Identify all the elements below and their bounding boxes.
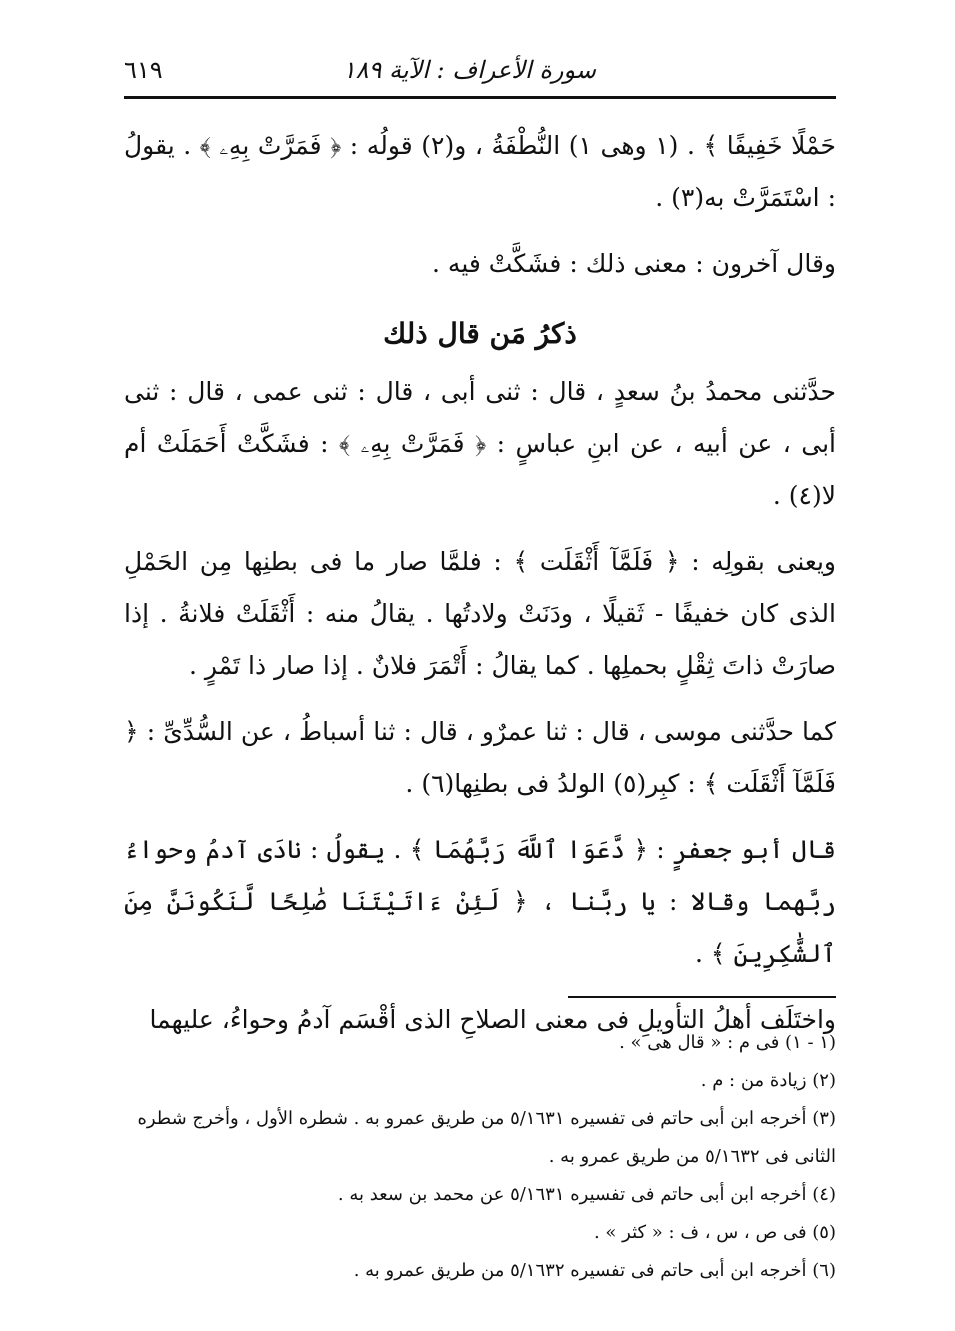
footnote-3: (٣) أخرجه ابن أبى حاتم فى تفسيره ٥/١٦٣١ من طريق عمرو به . شطره الأول ، وأخرج شطره الثانى فى ٥/١٦٣٢ من طريق عمرو به . [137, 1108, 836, 1167]
running-header [124, 52, 836, 92]
footnote-6: (٦) أخرجه ابن أبى حاتم فى تفسيره ٥/١٦٣٢ من طريق عمرو به . [353, 1260, 836, 1281]
paragraph-1: حَمْلًا خَفِيفًا ﴾ . (١ وهى ١) النُّطْفَةُ ، و(٢) قولُه : ﴿ فَمَرَّتْ بِهِۦ ﴾ . يقولُ : اسْتَمَرَّتْ به(٣) . [124, 131, 836, 212]
section-heading: ذكرُ مَن قال ذلك [383, 317, 577, 350]
footnote-4: (٤) أخرجه ابن أبى حاتم فى تفسيره ٥/١٦٣١ عن محمد بن سعد به . [337, 1184, 836, 1205]
footnote-2: (٢) زيادة من : م . [700, 1070, 836, 1091]
paragraph-7: واختَلَف أهلُ التأويلِ فى معنى الصلاحِ الذى أقْسَم آدمُ وحواءُ، عليهما [149, 1005, 836, 1034]
header-title: سورة الأعراف : الآية ١٨٩ [342, 56, 596, 84]
footnote-1: (١ - ١) فى م : « قال هى » . [619, 1032, 836, 1053]
paragraph-3: حدَّثنى محمدُ بنُ سعدٍ ، قال : ثنى أبى ، قال : ثنى عمى ، قال : ثنى أبى ، عن أبيه ، عن ابنِ عباسٍ : ﴿ فَمَرَّتْ بِهِۦ ﴾ : فشَكَّتْ أَحَمَلَتْ أم لا(٤) . [124, 377, 836, 510]
paragraph-5: كما حدَّثنى موسى ، قال : ثنا عمرٌو ، قال : ثنا أسباطُ ، عن السُّدِّىِّ : ﴿ فَلَمَّآ أَثْقَلَت ﴾ : كبِر(٥) الولدُ فى بطنِها(٦) . [124, 717, 836, 798]
paragraph-2: وقال آخرون : معنى ذلك : فشَكَّتْ فيه . [432, 249, 836, 278]
main-text [124, 120, 836, 1046]
page-number: ٦١٩ [124, 56, 163, 84]
header-rule [124, 96, 836, 99]
paragraph-6: قال أبو جعفرٍ : ﴿ دَّعَوَا ٱللَّهَ رَبَّهُمَا ﴾ . يقولُ : نادَى آدمُ وحواءُ ربَّهما وقالا : يا ربَّنا ، ﴿ لَئِنْ ءَاتَيْتَنَا صَٰلِحًا لَّنَكُونَنَّ مِنَ ٱلشَّٰكِرِينَ ﴾ . [124, 835, 836, 968]
paragraph-4: ويعنى بقولِه : ﴿ فَلَمَّآ أَثْقَلَت ﴾ : فلمَّا صار ما فى بطنِها مِن الحَمْلِ الذى كان خفيفًا - ثَقيلًا ، ودَنَتْ ولادتُها . يقالُ منه : أَثْقَلَتْ فلانةُ . إذا صارَتْ ذاتَ ثِقْلٍ بحملِها . كما يقالُ : أَتْمَرَ فلانٌ . إذا صار ذا تَمْرٍ . [124, 547, 836, 680]
footnote-rule [568, 996, 836, 998]
footnotes [124, 1024, 836, 1290]
footnote-5: (٥) فى ص ، س ، ف : « كثر » . [593, 1222, 836, 1243]
